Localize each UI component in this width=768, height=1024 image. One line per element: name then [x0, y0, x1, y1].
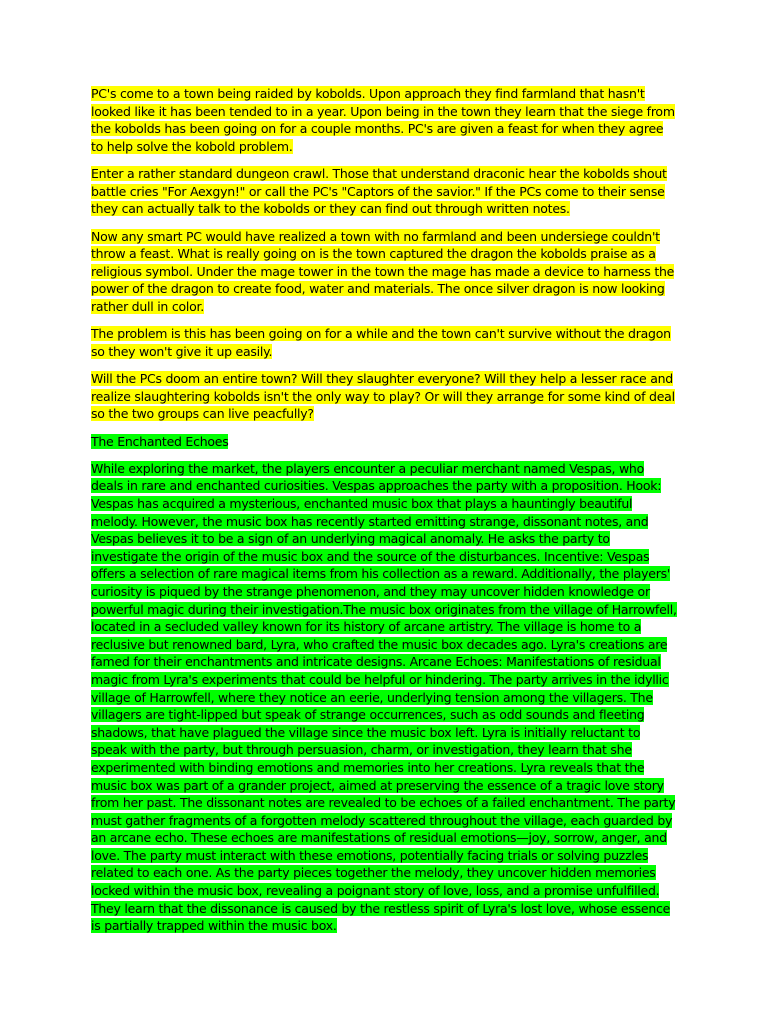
paragraph-7: [91, 460, 677, 935]
paragraph-5-text: Will the PCs doom an entire town? Will they slaughter everyone? Will they help a lesser race and realize slaughtering kobolds isn't the only way to play? Or will they arrange for some kind of deal so the two groups can live peacfully?: [91, 371, 675, 422]
section-heading-text: The Enchanted Echoes: [91, 433, 229, 449]
paragraph-4-text: The problem is this has been going on for a while and the town can't survive without the dragon so they won't give it up easily.: [91, 326, 671, 359]
paragraph-3-text: Now any smart PC would have realized a town with no farmland and been undersiege couldn't throw a feast. What is really going on is the town captured the dragon the kobolds praise as a religious symbol. Under the mage tower in the town the mage has made a device to harness the power of the dragon to create food, water and materials. The once silver dragon is now looking rather dull in color.: [91, 228, 675, 314]
paragraph-1: [91, 85, 677, 155]
paragraph-3: [91, 228, 677, 316]
document-page: [91, 85, 677, 945]
paragraph-2-text: Enter a rather standard dungeon crawl. Those that understand draconic hear the kobolds shout battle cries "For Aexgyn!" or call the PC's "Captors of the savior." If the PCs come to their sense they can actually talk to the kobolds or they can find out through written notes.: [91, 166, 667, 217]
paragraph-2: [91, 165, 677, 218]
paragraph-4: [91, 325, 677, 360]
paragraph-1-text: PC's come to a town being raided by kobolds. Upon approach they find farmland that hasn't looked like it has been tended to in a year. Upon being in the town they learn that the siege from the kobolds has been going on for a couple months. PC's are given a feast for when they agree to help solve the kobold problem.: [91, 86, 675, 154]
section-heading: [91, 433, 677, 451]
paragraph-5: [91, 370, 677, 423]
paragraph-7-text: While exploring the market, the players encounter a peculiar merchant named Vespas, who deals in rare and enchanted curiosities. Vespas approaches the party with a proposition. Hook: Vespas has acquired a mysterious, enchanted music box that plays a hauntingly beautiful melody. However, the music box has recently started emitting strange, dissonant notes, and Vespas believes it to be a sign of an underlying magical anomaly. He asks the party to investigate the origin of the music box and the source of the disturbances. Incentive: Vespas offers a selection of rare magical items from his collection as a reward. Additionally, the players' curiosity is piqued by the strange phenomenon, and they may uncover hidden knowledge or powerful magic during their investigation.The music box originates from the village of Harrowfell, located in a secluded valley known for its history of arcane artistry. The village is home to a reclusive but renowned bard, Lyra, who crafted the music box decades ago. Lyra's creations are famed for their enchantments and intricate designs. Arcane Echoes: Manifestations of residual magic from Lyra's experiments that could be helpful or hindering. The party arrives in the idyllic village of Harrowfell, where they notice an eerie, underlying tension among the villagers. The villagers are tight-lipped but speak of strange occurrences, such as odd sounds and fleeting shadows, that have plagued the village since the music box left. Lyra is initially reluctant to speak with the party, but through persuasion, charm, or investigation, they learn that she experimented with binding emotions and memories into her creations. Lyra reveals that the music box was part of a grander project, aimed at preserving the essence of a tragic love story from her past. The dissonant notes are revealed to be echoes of a failed enchantment. The party must gather fragments of a forgotten melody scattered throughout the village, each guarded by an arcane echo. These echoes are manifestations of residual emotions—joy, sorrow, anger, and love. The party must interact with these emotions, potentially facing trials or solving puzzles related to each one. As the party pieces together the melody, they uncover hidden memories locked within the music box, revealing a poignant story of love, loss, and a promise unfulfilled. They learn that the dissonance is caused by the restless spirit of Lyra's lost love, whose essence is partially trapped within the music box.: [91, 460, 677, 934]
